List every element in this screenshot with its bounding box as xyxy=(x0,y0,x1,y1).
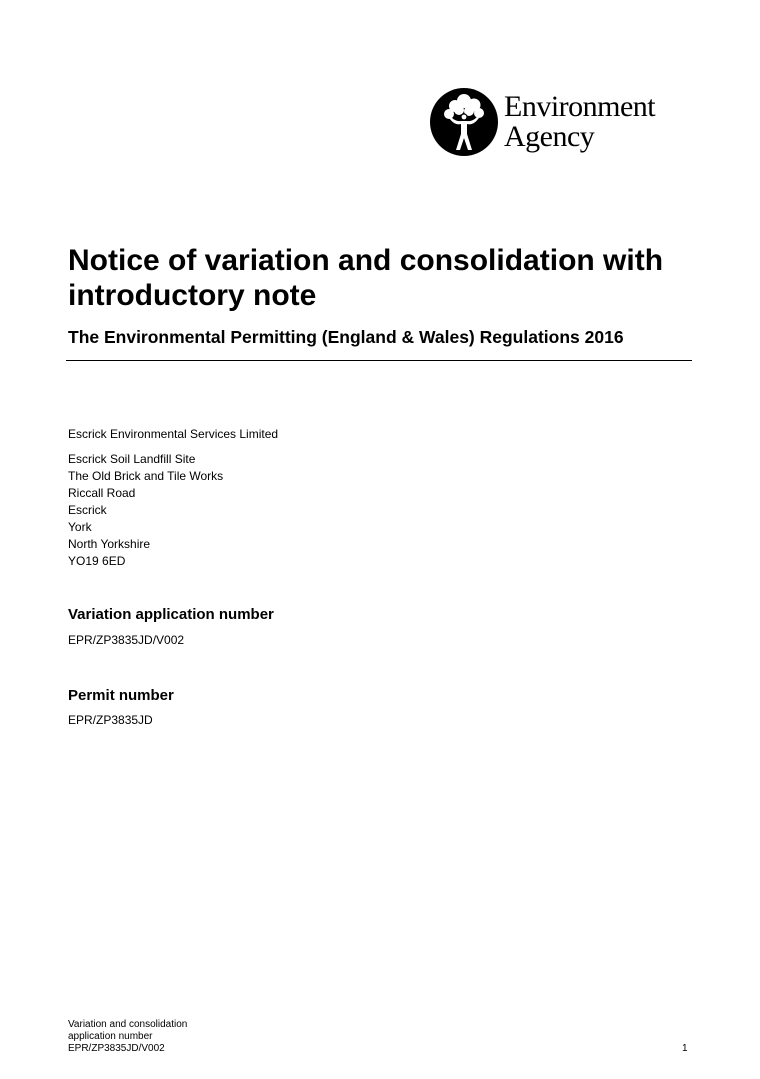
address-line: The Old Brick and Tile Works xyxy=(68,469,224,483)
tree-figure-icon xyxy=(429,86,499,158)
permit-number-value: EPR/ZP3835JD xyxy=(68,713,153,727)
title-divider xyxy=(66,360,692,361)
address-line: York xyxy=(68,520,92,534)
environment-agency-logo xyxy=(429,86,689,160)
footer-line-1: Variation and consolidation xyxy=(68,1019,188,1030)
address-line: Escrick Soil Landfill Site xyxy=(68,452,196,466)
document-subtitle: The Environmental Permitting (England & Wales) Regulations 2016 xyxy=(68,327,624,347)
wordmark-line-2: Agency xyxy=(504,120,595,153)
address-line: Escrick xyxy=(68,503,107,517)
address-line: Riccall Road xyxy=(68,486,136,500)
address-line: YO19 6ED xyxy=(68,554,126,568)
wordmark-line-1: Environment xyxy=(504,90,656,123)
document-title: Notice of variation and consolidation with introductory note xyxy=(68,244,664,312)
address-line: North Yorkshire xyxy=(68,537,151,551)
agency-wordmark xyxy=(504,92,655,152)
page-footer xyxy=(68,1019,187,1055)
permit-holder-name: Escrick Environmental Services Limited xyxy=(68,427,279,441)
permit-number-heading: Permit number xyxy=(68,687,174,704)
variation-number-value: EPR/ZP3835JD/V002 xyxy=(68,633,185,647)
variation-number-heading: Variation application number xyxy=(68,606,274,623)
footer-line-2: application number xyxy=(68,1031,153,1042)
footer-line-3: EPR/ZP3835JD/V002 xyxy=(68,1043,165,1054)
site-address xyxy=(68,451,223,570)
page-number: 1 xyxy=(682,1043,688,1054)
